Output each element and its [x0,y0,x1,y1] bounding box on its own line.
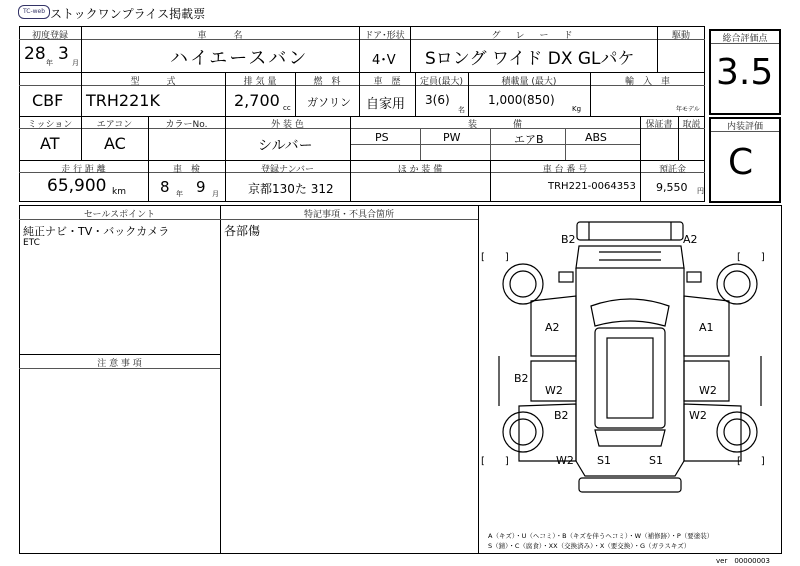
header-price: 預託金 [658,165,686,175]
displacement-unit: cc [283,104,291,112]
header-overall: 総合評価点 [722,34,768,44]
price-unit: 円 [697,187,704,195]
version-label: ver 00000003 [716,557,770,565]
mark-left-fender: A2 [545,321,560,334]
mission-value: AT [40,134,60,153]
header-model: 型 式 [130,77,176,87]
insp-year-unit: 年 [176,190,183,198]
equip-1: PS [375,131,389,144]
plate-value: 京都130た 312 [248,182,334,196]
displacement-value: 2,700 [234,91,280,110]
mark-rear-left: S1 [597,454,611,467]
header-mission: ミッション [27,120,73,130]
model-prefix: CBF [32,91,64,110]
load-unit: Kg [572,105,582,113]
mark-right-door: W2 [699,384,717,397]
legend-line-1: A（キズ）・U（ヘコミ）・B（キズを伴うヘコミ）・W（補修跡）・P（要塗装） [488,532,714,540]
bracket-front-right: [ ] [737,252,765,263]
import-unit: 年モデル [676,106,700,113]
mileage-value: 65,900 [47,176,107,196]
header-notes: 特記事項・不具合箇所 [303,210,394,220]
header-plate: 登録ナンバー [261,165,314,175]
header-chassis: 車 台 番 号 [542,165,588,175]
legend-line-2: S（錆）・C（腐食）・XX（交換済み）・X（要交換）・G（ガラスキズ） [488,542,691,550]
header-sales-point: セールスポイント [83,210,156,220]
form-title: ストックワンプライス掲載票 [50,7,206,21]
first-reg-year-unit: 年 [46,59,53,67]
load-value: 1,000(850) [488,93,555,107]
mark-left-rear: B2 [554,409,569,422]
header-fuel: 燃 料 [313,77,341,87]
insp-year: 8 [160,178,170,196]
overall-score: 3.5 [716,52,774,93]
first-reg-month-unit: 月 [72,59,79,67]
notes-text: 各部傷 [224,224,261,238]
header-drive: 駆動 [671,31,690,41]
vehicle-name: ハイエースバン [170,48,309,69]
first-reg-month: 3 [58,44,69,64]
header-manual: 取説 [682,120,701,130]
vehicle-diagram [479,206,781,531]
equip-2: PW [443,131,461,144]
equip-3: エアB [514,133,544,146]
fuel-value: ガソリン [307,96,351,109]
history-value: 自家用 [366,97,406,112]
header-warranty: 保証書 [645,120,673,130]
header-displacement: 排 気 量 [243,77,277,87]
insp-month: 9 [196,178,206,196]
first-reg-year: 28 [24,44,46,64]
header-name: 車 名 [197,31,243,41]
header-other-equip: ほ か 装 備 [397,165,443,175]
brand-logo: TC-web [18,5,50,19]
grade-value: Sロング ワイド DX GLパケ [425,49,635,69]
aircon-value: AC [104,134,126,153]
bracket-rear-left: [ ] [481,456,509,467]
equip-4: ABS [585,131,607,144]
header-import: 輸 入 車 [624,77,670,87]
header-grade: グ レ ー ド [491,31,576,41]
chassis-value: TRH221-0064353 [548,181,636,192]
insp-month-unit: 月 [212,190,219,198]
sales-point-2: ETC [23,238,40,248]
header-interior: 内装評価 [726,122,763,132]
header-mileage: 走 行 距 離 [61,165,106,175]
model-value: TRH221K [86,91,160,110]
header-door: ドア･形状 [364,31,405,41]
bracket-rear-right: [ ] [737,456,765,467]
header-color-no: カラーNo. [165,120,208,130]
header-capacity: 定員(最大) [419,77,464,87]
bracket-front-left: [ ] [481,252,509,263]
mark-front-right: A2 [683,233,698,246]
header-inspection: 車 検 [172,165,200,175]
mark-left-door: W2 [545,384,563,397]
mark-left-side: B2 [514,372,529,385]
interior-score: C [728,142,754,183]
mark-left-quarter: W2 [556,454,574,467]
header-equipment: 装 備 [467,120,522,130]
header-caution: 注 意 事 項 [97,359,142,369]
header-first-reg: 初度登録 [31,31,68,41]
header-load: 積載量 (最大) [501,77,557,87]
header-ext-color: 外 装 色 [271,120,304,130]
mark-right-rear: W2 [689,409,707,422]
sales-point-1: 純正ナビ・TV・バックカメラ [23,225,170,238]
ext-color-value: シルバー [258,138,313,154]
header-aircon: エアコン [96,120,133,130]
mileage-unit: km [112,187,126,197]
capacity-value: 3(6) [425,93,450,107]
mark-front-left: B2 [561,233,576,246]
door-value: 4･V [372,53,396,68]
capacity-unit: 名 [458,106,465,114]
header-history: 車 歴 [373,77,401,87]
mark-right-fender: A1 [699,321,714,334]
price-value: 9,550 [656,181,688,194]
mark-rear-right: S1 [649,454,663,467]
